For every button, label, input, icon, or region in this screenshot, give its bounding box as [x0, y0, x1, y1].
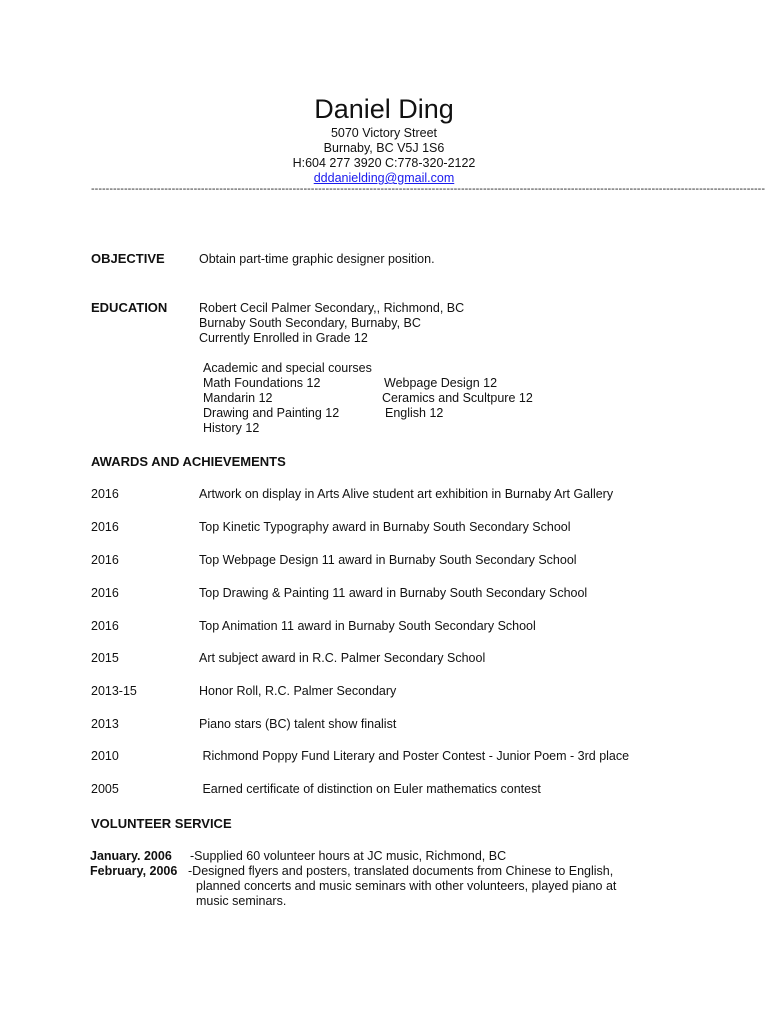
volunteer-text: music seminars.	[196, 894, 287, 908]
courses-title: Academic and special courses	[203, 361, 372, 375]
award-text: Top Kinetic Typography award in Burnaby South Secondary School	[199, 520, 571, 534]
school-line: Burnaby South Secondary, Burnaby, BC	[199, 316, 421, 330]
award-text: Top Webpage Design 11 award in Burnaby South Secondary School	[199, 553, 577, 567]
header-divider: ----------------------------------------------------------------------------------------------------------------------------------------------------------------------------------------	[91, 183, 766, 195]
award-text: Richmond Poppy Fund Literary and Poster Contest - Junior Poem - 3rd place	[199, 749, 630, 763]
course-item: History 12	[203, 421, 260, 435]
city-address: Burnaby, BC V5J 1S6	[323, 141, 445, 155]
course-item: Mandarin 12	[203, 391, 273, 405]
resume-name: Daniel Ding	[314, 94, 454, 124]
volunteer-heading: VOLUNTEER SERVICE	[91, 816, 232, 831]
award-year: 2015	[91, 651, 119, 665]
volunteer-text: planned concerts and music seminars with other volunteers, played piano at	[196, 879, 617, 893]
award-year: 2016	[91, 619, 119, 633]
award-text: Art subject award in R.C. Palmer Secondary School	[199, 651, 486, 665]
course-item: Webpage Design 12	[384, 376, 498, 390]
award-text: Top Animation 11 award in Burnaby South Secondary School	[199, 619, 536, 633]
award-year: 2016	[91, 553, 119, 567]
email-link[interactable]: dddanielding@gmail.com	[313, 171, 455, 185]
course-item: Drawing and Painting 12	[203, 406, 340, 420]
volunteer-text: -Designed flyers and posters, translated documents from Chinese to English,	[188, 864, 614, 878]
objective-heading: OBJECTIVE	[91, 251, 165, 266]
volunteer-date: January. 2006	[90, 849, 172, 863]
course-item: Ceramics and Scultpure 12	[382, 391, 533, 405]
volunteer-date: February, 2006	[90, 864, 178, 878]
award-year: 2016	[91, 520, 119, 534]
award-text: Piano stars (BC) talent show finalist	[199, 717, 397, 731]
street-address: 5070 Victory Street	[330, 126, 438, 140]
course-item: Math Foundations 12	[203, 376, 321, 390]
education-heading: EDUCATION	[91, 300, 168, 315]
award-year: 2010	[91, 749, 119, 763]
award-text: Top Drawing & Painting 11 award in Burnaby South Secondary School	[199, 586, 588, 600]
award-year: 2016	[91, 487, 119, 501]
phone-numbers: H:604 277 3920 C:778-320-2122	[292, 156, 476, 170]
volunteer-text: -Supplied 60 volunteer hours at JC music, Richmond, BC	[190, 849, 507, 863]
award-year: 2013-15	[91, 684, 137, 698]
course-item: English 12	[385, 406, 444, 420]
award-text: Artwork on display in Arts Alive student art exhibition in Burnaby Art Gallery	[199, 487, 614, 501]
award-text: Earned certificate of distinction on Euler mathematics contest	[199, 782, 541, 796]
award-year: 2013	[91, 717, 119, 731]
award-year: 2016	[91, 586, 119, 600]
objective-text: Obtain part-time graphic designer position.	[199, 252, 435, 266]
awards-heading: AWARDS AND ACHIEVEMENTS	[91, 454, 286, 469]
enrollment-status: Currently Enrolled in Grade 12	[199, 331, 368, 345]
award-year: 2005	[91, 782, 119, 796]
school-line: Robert Cecil Palmer Secondary,, Richmond, BC	[199, 301, 465, 315]
award-text: Honor Roll, R.C. Palmer Secondary	[199, 684, 397, 698]
